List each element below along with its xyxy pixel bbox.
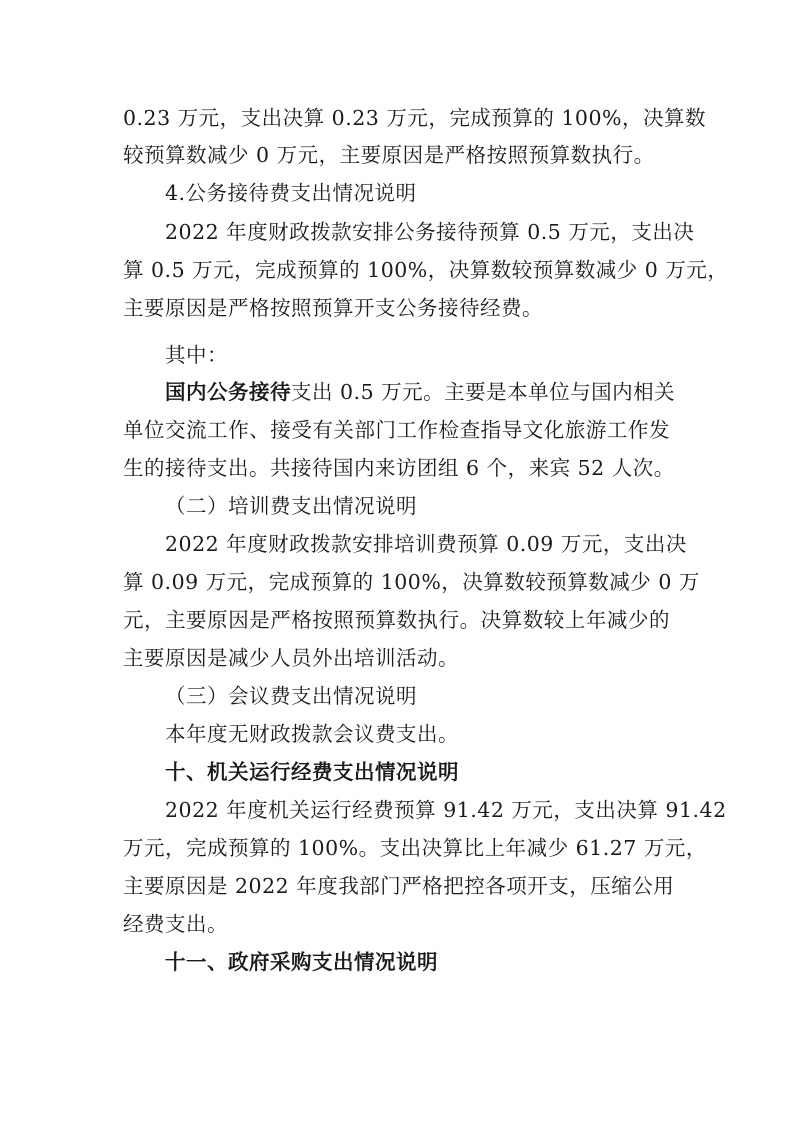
- paragraph-line: 主要原因是严格按照预算开支公务接待经费。: [123, 296, 543, 320]
- chapter-heading: 十、机关运行经费支出情况说明: [165, 760, 459, 784]
- paragraph-line: 较预算数减少 0 万元，主要原因是严格按照预算数执行。: [123, 143, 655, 167]
- section-heading: （二）培训费支出情况说明: [165, 494, 417, 518]
- paragraph-line: 生的接待支出。共接待国内来访团组 6 个，来宾 52 人次。: [123, 456, 675, 480]
- paragraph-line: 万元，完成预算的 100%。支出决算比上年减少 61.27 万元，: [123, 836, 707, 860]
- paragraph-line: 主要原因是减少人员外出培训活动。: [123, 646, 459, 670]
- section-heading: 4.公务接待费支出情况说明: [165, 181, 417, 205]
- paragraph-line: 2022 年度机关运行经费预算 91.42 万元，支出决算 91.42: [165, 798, 727, 822]
- chapter-heading: 十一、政府采购支出情况说明: [165, 950, 438, 974]
- paragraph-line: 主要原因是 2022 年度我部门严格把控各项开支，压缩公用: [123, 874, 675, 898]
- paragraph-line: 其中：: [165, 343, 228, 367]
- paragraph-line: 算 0.09 万元，完成预算的 100%，决算数较预算数减少 0 万: [123, 570, 700, 594]
- paragraph-text: 支出 0.5 万元。主要是本单位与国内相关: [291, 380, 676, 404]
- paragraph-line: 算 0.5 万元，完成预算的 100%，决算数较预算数减少 0 万元，: [123, 258, 729, 282]
- bold-term: 国内公务接待: [165, 380, 291, 404]
- paragraph-line: 单位交流工作、接受有关部门工作检查指导文化旅游工作发: [123, 418, 670, 442]
- paragraph-line: 2022 年度财政拨款安排公务接待预算 0.5 万元，支出决: [165, 220, 695, 244]
- paragraph-line: 本年度无财政拨款会议费支出。: [165, 722, 459, 746]
- paragraph-line: [165, 380, 676, 404]
- section-heading: （三）会议费支出情况说明: [165, 684, 417, 708]
- paragraph-line: 2022 年度财政拨款安排培训费预算 0.09 万元，支出决: [165, 532, 687, 556]
- paragraph-line: 元，主要原因是严格按照预算数执行。决算数较上年减少的: [123, 608, 670, 632]
- paragraph-line: 0.23 万元，支出决算 0.23 万元，完成预算的 100%，决算数: [123, 106, 706, 130]
- paragraph-line: 经费支出。: [123, 912, 228, 936]
